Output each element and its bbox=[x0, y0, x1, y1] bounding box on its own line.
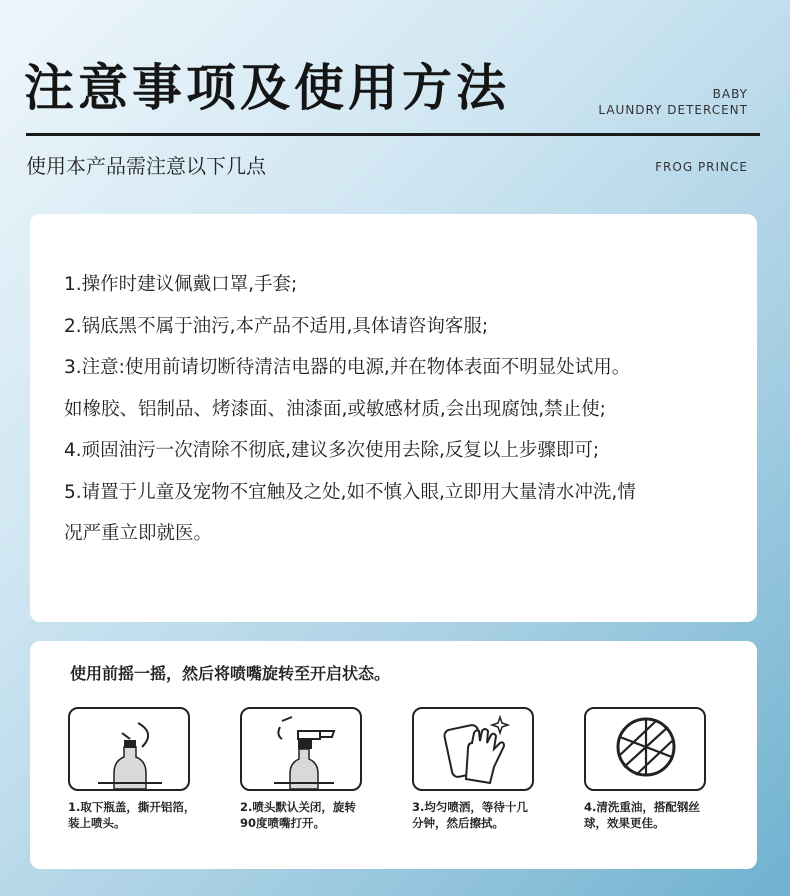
precautions-list bbox=[64, 264, 737, 555]
page-title: 注意事项及使用方法 bbox=[24, 59, 510, 117]
precautions-card bbox=[30, 214, 757, 622]
glove-cloth-icon bbox=[412, 707, 534, 791]
precaution-line: 况严重立即就医。 bbox=[64, 523, 213, 544]
brand-tagline-line1: BABY bbox=[712, 87, 748, 101]
precaution-line: 2.锅底黑不属于油污,本产品不适用,具体请咨询客服; bbox=[64, 315, 489, 337]
usage-step-caption: 3.均匀喷洒，等待十几 分钟，然后擦拭。 bbox=[412, 800, 528, 830]
page-subtitle: 使用本产品需注意以下几点 bbox=[26, 154, 266, 178]
title-divider bbox=[26, 133, 760, 136]
usage-step-caption: 1.取下瓶盖，撕开铝箔， 装上喷头。 bbox=[68, 800, 196, 830]
precaution-line: 1.操作时建议佩戴口罩,手套; bbox=[64, 274, 298, 295]
usage-card bbox=[30, 641, 757, 869]
usage-step-caption: 4.清洗重油，搭配钢丝 球，效果更佳。 bbox=[584, 800, 700, 830]
precaution-line: 5.请置于儿童及宠物不宜触及之处,如不慎入眼,立即用大量清水冲洗,情 bbox=[64, 481, 636, 503]
usage-step-caption: 2.喷头默认关闭，旋转 90度喷嘴打开。 bbox=[240, 800, 356, 830]
precaution-line: 4.顽固油污一次清除不彻底,建议多次使用去除,反复以上步骤即可; bbox=[64, 440, 600, 461]
brand-tagline bbox=[598, 86, 748, 118]
brand-tagline-line2: LAUNDRY DETERCENT bbox=[598, 103, 748, 117]
bottle-cap-icon bbox=[68, 707, 190, 791]
precaution-line: 如橡胶、铝制品、烤漆面、油漆面,或敏感材质,会出现腐蚀,禁止使; bbox=[64, 398, 606, 420]
usage-step-4 bbox=[584, 707, 734, 831]
precaution-line: 3.注意:使用前请切断待清洁电器的电源,并在物体表面不明显处试用。 bbox=[64, 357, 631, 378]
spray-bottle-icon bbox=[240, 707, 362, 791]
usage-step-2 bbox=[240, 707, 390, 831]
brand-name: FROG PRINCE bbox=[655, 160, 748, 174]
steel-wool-ball-icon bbox=[584, 707, 706, 791]
usage-instruction: 使用前摇一摇，然后将喷嘴旋转至开启状态。 bbox=[70, 664, 391, 683]
usage-step-1 bbox=[68, 707, 218, 831]
usage-step-3 bbox=[412, 707, 562, 831]
